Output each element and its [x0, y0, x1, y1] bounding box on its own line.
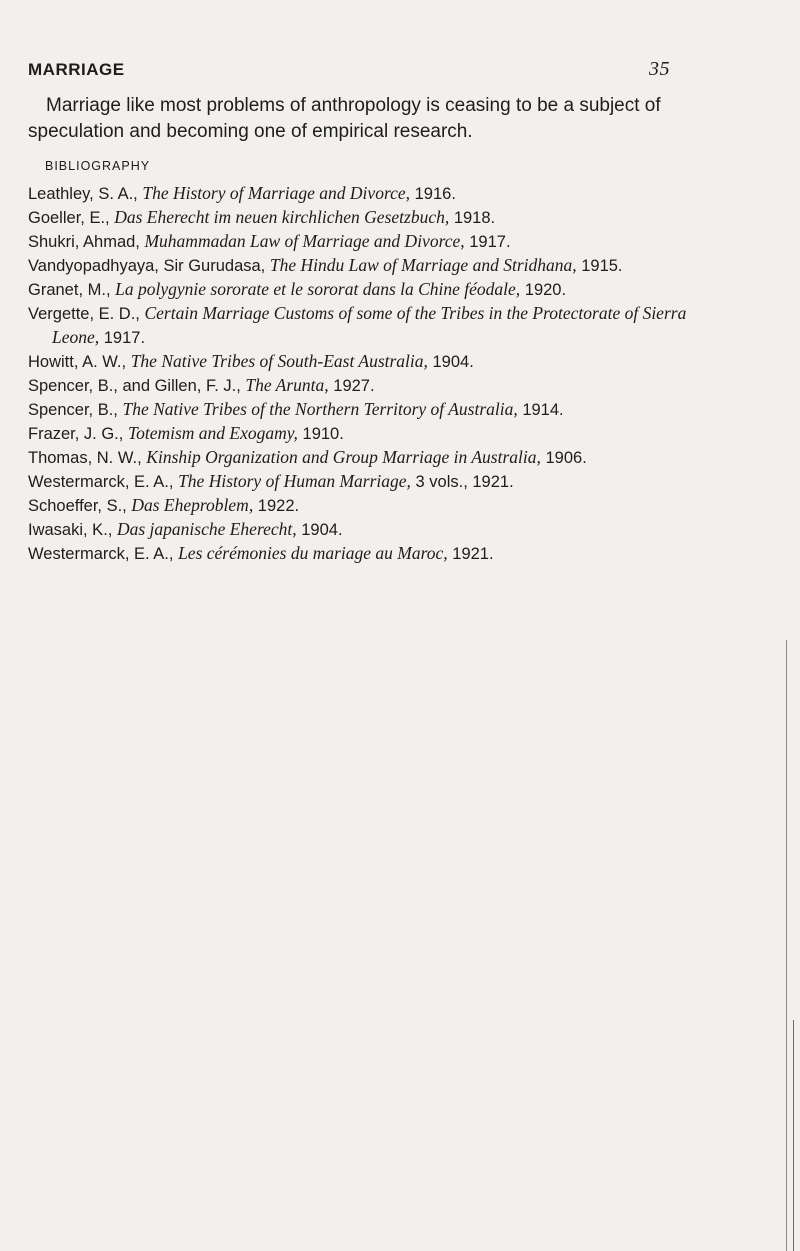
entry-work: Kinship Organization and Group Marriage in Australia,	[146, 447, 541, 467]
entry-work: The Native Tribes of South-East Australia,	[130, 351, 428, 371]
entry-author: Vergette, E. D.,	[28, 305, 140, 323]
bibliography-entry	[28, 206, 688, 230]
entry-details: 1904.	[432, 353, 474, 371]
chapter-title: MARRIAGE	[28, 60, 125, 79]
entry-details: 1915.	[581, 257, 623, 275]
entry-details: 3 vols., 1921.	[415, 473, 514, 491]
entry-details: 1920.	[524, 281, 567, 299]
entry-work: The Native Tribes of the Northern Territory of Australia,	[122, 399, 518, 419]
bibliography-entry	[28, 254, 688, 278]
page-number: 35	[649, 58, 670, 80]
entry-work: The Arunta,	[245, 375, 329, 395]
entry-work: Totemism and Exogamy,	[127, 423, 298, 443]
bibliography-entry	[28, 518, 688, 542]
entry-details: 1917.	[103, 329, 146, 347]
entry-details: 1914.	[522, 401, 564, 419]
bibliography-entry	[28, 470, 688, 494]
entry-author: Iwasaki, K.,	[28, 521, 113, 539]
entry-details: 1904.	[301, 521, 343, 539]
entry-author: Goeller, E.,	[28, 209, 110, 227]
entry-details: 1927.	[333, 377, 375, 395]
bibliography-entry	[28, 542, 688, 566]
bibliography-entry	[28, 350, 688, 374]
entry-details: 1922.	[257, 497, 300, 515]
entry-author: Howitt, A. W.,	[28, 353, 127, 371]
entry-work: Das Eherecht im neuen kirchlichen Gesetzbuch,	[114, 207, 450, 227]
entry-details: 1917.	[469, 233, 511, 251]
bibliography-entry	[28, 446, 688, 470]
entry-author: Granet, M.,	[28, 281, 111, 299]
entry-work: La polygynie sororate et le sororat dans la Chine féodale,	[115, 279, 521, 299]
entry-author: Leathley, S. A.,	[28, 185, 138, 203]
bibliography-entry	[28, 302, 688, 350]
page-edge-line	[793, 1020, 794, 1251]
entry-work: The History of Human Marriage,	[178, 471, 411, 491]
entry-work: The Hindu Law of Marriage and Stridhana,	[269, 255, 577, 275]
entry-author: Schoeffer, S.,	[28, 497, 127, 515]
bibliography-entry	[28, 182, 688, 206]
entry-author: Thomas, N. W.,	[28, 449, 142, 467]
entry-details: 1921.	[452, 545, 494, 563]
bibliography-heading: BIBLIOGRAPHY	[45, 159, 151, 173]
intro-paragraph: Marriage like most problems of anthropology is ceasing to be a subject of speculation and becoming one of empirical research.	[28, 95, 661, 142]
entry-details: 1918.	[453, 209, 496, 227]
bibliography-entry	[28, 494, 688, 518]
entry-work: Das japanische Eherecht,	[116, 519, 297, 539]
entry-author: Vandyopadhyaya, Sir Gurudasa,	[28, 257, 266, 275]
bibliography-entry	[28, 374, 688, 398]
entry-author: Spencer, B.,	[28, 401, 118, 419]
entry-author: Spencer, B., and Gillen, F. J.,	[28, 377, 241, 395]
entry-work: Les cérémonies du mariage au Maroc,	[178, 543, 448, 563]
entry-details: 1906.	[545, 449, 587, 467]
bibliography-entry	[28, 422, 688, 446]
entry-author: Westermarck, E. A.,	[28, 545, 174, 563]
bibliography-list	[28, 182, 688, 566]
entry-details: 1910.	[302, 425, 344, 443]
entry-work: The History of Marriage and Divorce,	[142, 183, 411, 203]
entry-author: Westermarck, E. A.,	[28, 473, 174, 491]
bibliography-entry	[28, 278, 688, 302]
entry-work: Certain Marriage Customs of some of the Tribes in the Protectorate of Sierra Leone,	[52, 303, 687, 347]
entry-work: Das Eheproblem,	[131, 495, 254, 515]
bibliography-entry	[28, 398, 688, 422]
entry-author: Shukri, Ahmad,	[28, 233, 140, 251]
bibliography-entry	[28, 230, 688, 254]
page-edge-line	[786, 640, 797, 1251]
entry-work: Muhammadan Law of Marriage and Divorce,	[144, 231, 465, 251]
entry-details: 1916.	[414, 185, 456, 203]
entry-author: Frazer, J. G.,	[28, 425, 124, 443]
